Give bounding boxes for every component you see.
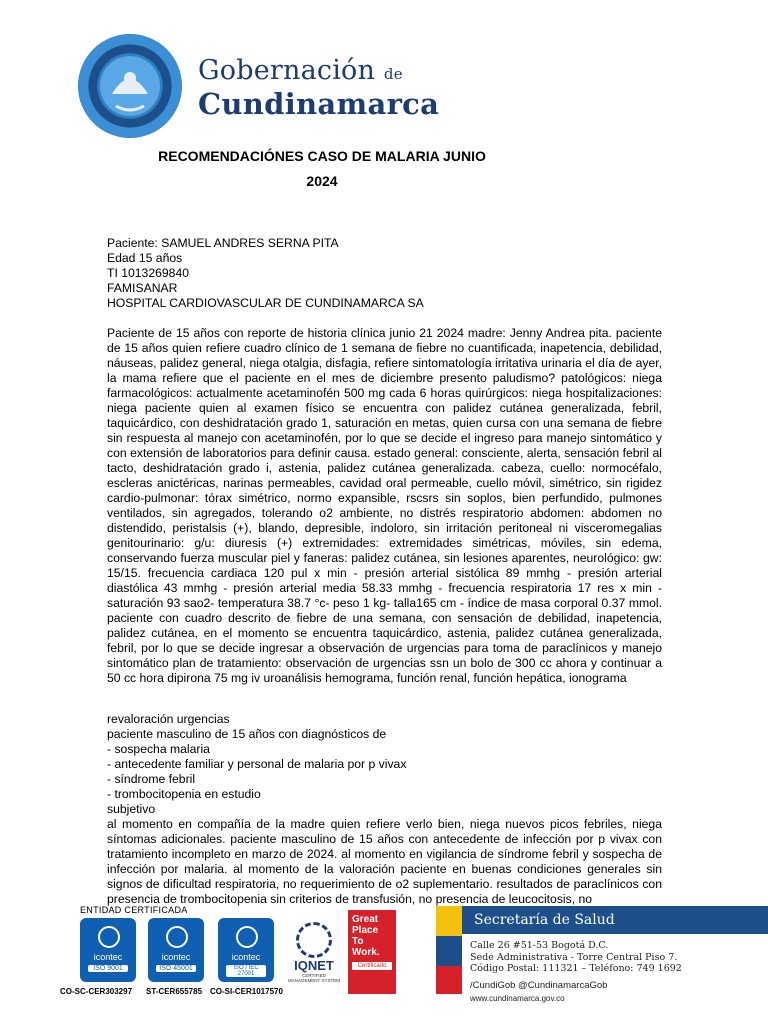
iqnet-subtitle: CERTIFIED MANAGEMENT SYSTEM: [288, 973, 340, 983]
great-place-to-work-badge: [348, 910, 396, 994]
social-handles: /CundiGob @CundinamarcaGob: [470, 980, 608, 991]
patient-age: Edad 15 años: [107, 251, 183, 265]
cert-brand: icontec: [93, 952, 123, 962]
address-line: Calle 26 #51-53 Bogotá D.C.: [470, 940, 609, 951]
secretaria-banner: Secretaría de Salud: [462, 906, 768, 934]
revaluation-text: al momento en compañía de la madre quien refiere verlo bien, niega nuevos picos febriles, niega síntomas adicionales. paciente masculino de 15 años con antecedente de infección por p vivax con tratamiento incompleto en marzo de 2024. al momento en vigilancia de síndrome febril y sospecha de infección por malaria. al momento de la valoración paciente en buenas condiciones generales sin signos de dificultad respiratoria, no requerimiento de o2 suplementario. resultados de paraclínicos con presencia de trombocitopenia sin criterios de transfusión, no presencia de leucocitosis, no: [107, 817, 662, 906]
globe-icon: [296, 922, 332, 958]
icontec-iso45001-badge: [148, 918, 204, 982]
iqnet-badge: [286, 922, 342, 982]
document-title: [0, 144, 644, 194]
clinical-history-paragraph: Paciente de 15 años con reporte de historia clínica junio 21 2024 madre: Jenny Andrea pita. paciente de 15 años quien refiere cuadro clínico de 1 semana de fiebre no cuantificada, inapetencia, debilidad, náuseas, palidez general, niega otalgia, disfagia, refiere sintomatología irritativa urinaria el día de ayer, la mama refiere que el paciente en el mes de diciembre presento paludismo? patológicos: niega farmacológicos: actualmente acetaminofén 500 mg cada 6 horas quirúrgicos: niega hospitalizaciones: niega paciente quien al examen físico se encuentra con palidez cutánea generalizada, febril, taquicárdico, con deshidratación grado 1, saturación en metas, quien cursa con una semana de fiebre sin respuesta al manejo con acetaminofén, por lo que se decide el ingreso para manejo sintomático y con extensión de laboratorios para definir causa. estado general: consciente, alerta, sensación febril al tacto, deshidratación grado i, astenia, palidez cutánea generalizada. cabeza, cuello: normocéfalo, escleras anictéricas, narinas permeables, cavidad oral permeable, cuello móvil, simétrico, sin rigidez cardio-pulmonar: tórax simétrico, normo expansible, rscsrs sin soplos, bien perfundido, pulmones ventilados, sin agregados, tolerando o2 ambiente, no distrés respiratorio abdomen: abdomen no distendido, peristalsis (+), blando, depresible, indoloro, sin irritación peritoneal ni visceromegalias genitourinario: g/u: diuresis (+) extremidades: extremidades simétricas, móviles, sin edema, conservando fuerza muscular piel y faneras: palidez cutánea, sin lesiones aparentes, neurológico: gw: 15/15. frecuencia cardiaca 120 pul x min - presión arterial sistólica 89 mmhg - presión arterial diastólica 43 mmhg - presión arterial media 58.33 mmhg - frecuencia respiratoria 17 res x min - saturación 93 sao2- temperatura 38.7 °c- peso 1 kg- talla165 cm - índice de masa corporal 0.37 mmol. paciente con cuadro descrito de fiebre de una semana, con sensación de debilidad, inapetencia, palidez cutánea, en el momento se encuentra taquicárdico, astenia, palidez cutánea generalizada, febril, por lo que se decide ingresar a observación de urgencias para toma de paraclínicos y manejo sintomático plan de tratamiento: observación de urgencias ssn un bolo de 300 cc ahora y continuar a 50 cc hora dipirona 75 mg iv uroanálisis hemograma, función renal, función hepática, ionograma: [107, 326, 662, 685]
diagnosis-item: - síndrome febril: [107, 772, 196, 786]
icontec-iso27001-badge: [218, 918, 274, 982]
address-line: Código Postal: 111321 – Teléfono: 749 1692: [470, 963, 682, 974]
subjective-label: subjetivo: [107, 802, 156, 816]
cert-code: CO-SI-CER1017570: [210, 987, 283, 996]
revaluation-heading: revaloración urgencias: [107, 712, 230, 726]
cert-standard: ISO 9001: [88, 965, 128, 972]
address-line: Sede Administrativa - Torre Central Piso 7.: [470, 951, 678, 963]
address-block: [470, 940, 682, 975]
cert-brand: icontec: [161, 952, 191, 962]
patient-insurer: FAMISANAR: [107, 281, 178, 295]
cert-standard: ISO 45001: [156, 965, 196, 972]
website-url: www.cundinamarca.gov.co: [470, 994, 565, 1003]
revaluation-intro: paciente masculino de 15 años con diagnósticos de: [107, 727, 387, 741]
certified-entity-label: ENTIDAD CERTIFICADA: [80, 905, 188, 915]
patient-info: [107, 236, 424, 311]
gptw-label: Great Place To Work.: [352, 914, 380, 958]
patient-name: Paciente: SAMUEL ANDRES SERNA PITA: [107, 236, 339, 250]
organization-name: [198, 56, 439, 119]
cert-brand: icontec: [231, 952, 261, 962]
cert-code: CO-SC-CER303297: [60, 987, 133, 996]
diagnosis-item: - antecedente familiar y personal de malaria por p vivax: [107, 757, 407, 771]
cert-code: ST-CER655785: [146, 987, 203, 996]
title-line1: RECOMENDACIÓNES CASO DE MALARIA JUNIO: [158, 148, 486, 164]
gobernacion-seal-logo: [78, 34, 182, 138]
icontec-iso9001-badge: [80, 918, 136, 982]
cundinamarca-flag-stripe: [436, 906, 462, 994]
revaluation-section: [107, 712, 662, 907]
iqnet-label: IQNET: [294, 958, 334, 973]
org-line2: Cundinamarca: [198, 87, 440, 121]
org-de: de: [383, 65, 403, 83]
diagnosis-item: - trombocitopenia en estudio: [107, 787, 261, 801]
gptw-certified: Certificado: [352, 962, 392, 970]
title-line2: 2024: [306, 173, 338, 189]
patient-hospital: HOSPITAL CARDIOVASCULAR DE CUNDINAMARCA SA: [107, 296, 424, 310]
org-line1: Gobernación: [198, 55, 376, 86]
patient-id: TI 1013269840: [107, 266, 189, 280]
cert-standard: ISO / IEC 27001: [226, 965, 266, 977]
diagnosis-item: - sospecha malaria: [107, 742, 210, 756]
